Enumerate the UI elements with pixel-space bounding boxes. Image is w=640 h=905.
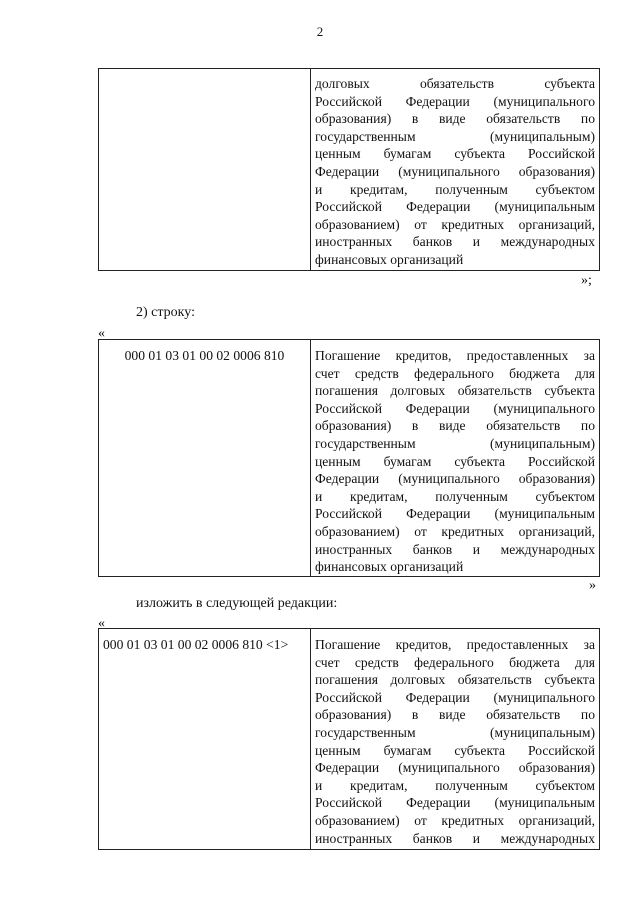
item-2-label: 2) строку:: [136, 305, 195, 320]
text-line: Федерации (муниципального образования): [315, 163, 595, 179]
closing-quote: »;: [581, 273, 592, 288]
text-line: Федерации (муниципального образования): [315, 471, 595, 487]
text-line: иностранных банков и международных: [315, 830, 595, 846]
description-cell: [315, 347, 595, 576]
opening-quote: «: [98, 326, 105, 341]
text-line: счет средств федерального бюджета для: [315, 654, 595, 670]
text-line: и кредитам, полученным субъектом: [315, 488, 595, 504]
text-line: погашения долговых обязательств субъекта: [315, 672, 595, 688]
closing-quote: »: [589, 578, 596, 593]
text-line: образованием) от кредитных организаций,: [315, 216, 595, 232]
column-divider: [310, 340, 311, 576]
text-line: иностранных банков и международных: [315, 541, 595, 557]
text-line: ценным бумагам субъекта Российской: [315, 146, 595, 162]
text-line: ценным бумагам субъекта Российской: [315, 742, 595, 758]
table-fragment-1: [98, 68, 600, 271]
budget-code: 000 01 03 01 00 02 0006 810: [124, 348, 285, 363]
column-divider: [310, 69, 311, 270]
code-cell: [103, 636, 308, 654]
redaction-label: изложить в следующей редакции:: [136, 596, 338, 611]
text-line: Погашение кредитов, предоставленных за: [315, 637, 595, 652]
text-line: государственным (муниципальным): [315, 435, 595, 451]
opening-quote: «: [98, 616, 105, 631]
text-line: Федерации (муниципального образования): [315, 760, 595, 776]
text-line: Российской Федерации (муниципального: [315, 400, 595, 416]
text-line: Российской Федерации (муниципального: [315, 93, 595, 109]
column-divider: [310, 629, 311, 849]
text-line: Российской Федерации (муниципальным: [315, 795, 595, 811]
text-line: финансовых организаций: [315, 251, 464, 267]
text-line: ценным бумагам субъекта Российской: [315, 453, 595, 469]
code-cell: [99, 347, 310, 365]
page-number: 2: [316, 24, 324, 39]
description-cell: [315, 636, 595, 847]
text-line: государственным (муниципальным): [315, 724, 595, 740]
text-line: образованием) от кредитных организаций,: [315, 812, 595, 828]
budget-code: 000 01 03 01 00 02 0006 810 <1>: [103, 637, 289, 652]
text-line: Российской Федерации (муниципальным: [315, 506, 595, 522]
text-line: иностранных банков и международных: [315, 234, 595, 250]
text-line: долговых обязательств субъекта: [315, 76, 595, 91]
text-line: образования) в виде обязательств по: [315, 418, 595, 434]
table-fragment-3: [98, 628, 600, 850]
text-line: финансовых организаций: [315, 559, 464, 575]
description-cell: [315, 75, 595, 269]
text-line: государственным (муниципальным): [315, 128, 595, 144]
text-line: образования) в виде обязательств по: [315, 707, 595, 723]
text-line: и кредитам, полученным субъектом: [315, 181, 595, 197]
text-line: образованием) от кредитных организаций,: [315, 523, 595, 539]
text-line: счет средств федерального бюджета для: [315, 365, 595, 381]
table-fragment-2: [98, 339, 600, 577]
text-line: и кредитам, полученным субъектом: [315, 777, 595, 793]
text-line: образования) в виде обязательств по: [315, 111, 595, 127]
text-line: погашения долговых обязательств субъекта: [315, 383, 595, 399]
text-line: Российской Федерации (муниципального: [315, 689, 595, 705]
text-line: Российской Федерации (муниципальным: [315, 199, 595, 215]
text-line: Погашение кредитов, предоставленных за: [315, 348, 595, 363]
